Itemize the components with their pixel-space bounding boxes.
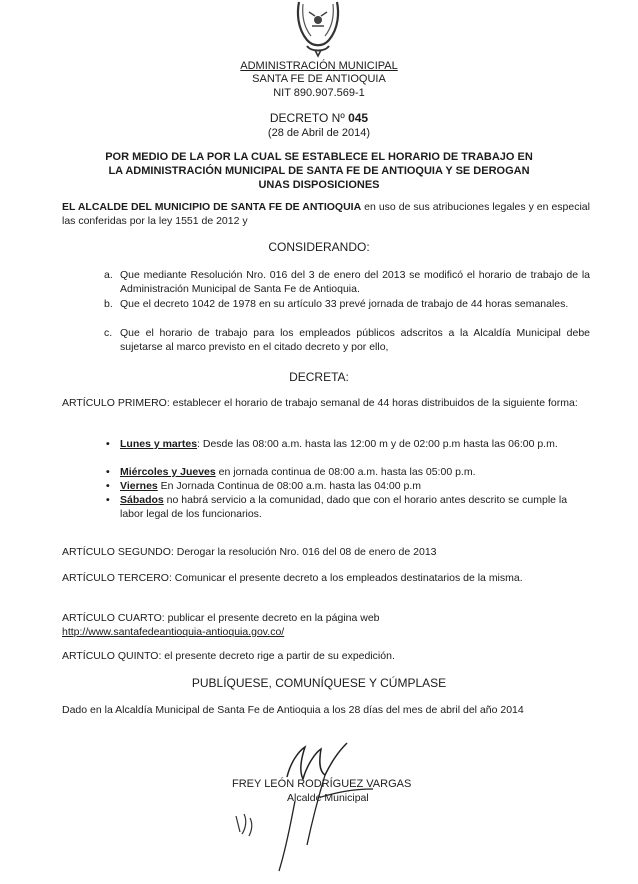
decree-prefix: DECRETO Nº [269,111,349,125]
bullet-icon: • [106,480,110,492]
item-text: Que mediante Resolución Nro. 016 del 3 de enero del 2013 se modificó el horario de trabajo de la Administración Municipal de Santa Fe de Antioquia. [120,269,590,295]
schedule-day: Miércoles y Jueves [120,466,216,478]
nit: NIT 890.907.569-1 [273,87,365,99]
schedule-item [106,479,590,493]
handwritten-initials-icon [230,810,260,838]
considerando-item [104,268,590,296]
decree-subject [0,150,638,192]
considerando-item [104,297,590,311]
schedule-day: Viernes [120,480,158,492]
decree-date: (28 de Abril de 2014) [267,127,371,139]
considerando-heading: CONSIDERANDO: [268,240,370,254]
decreta-heading: DECRETA: [289,370,349,384]
subject-line-1: POR MEDIO DE LA POR LA CUAL SE ESTABLECE EL HORARIO DE TRABAJO EN [105,151,533,163]
schedule-item [106,437,590,451]
bullet-icon: • [106,438,110,450]
schedule-text: : Desde las 08:00 a.m. hasta las 12:00 m y de 02:00 p.m hasta las 06:00 p.m. [197,438,558,450]
schedule-text: En Jornada Continua de 08:00 a.m. hasta las 04:00 p.m [157,480,422,492]
signer-name: FREY LEÓN RODRÍGUEZ VARGAS [232,778,412,790]
item-marker: b. [104,298,113,310]
intro-rest: en uso de sus atribuciones legales y en especial las conferidas por la ley 1551 de 2012 y [62,201,590,227]
decree-title [0,111,638,126]
article-5-text: : el presente decreto rige a partir de su expedición. [158,650,395,662]
schedule-day: Lunes y martes [120,438,198,450]
handwritten-signature-icon [255,735,400,875]
website-link[interactable]: http://www.santafedeantioquia-antioquia.gov.co/ [62,626,285,638]
coat-of-arms-icon [285,0,351,58]
schedule-day: Sábados [120,494,164,506]
bullet-icon: • [106,494,110,506]
decree-number: 045 [348,111,369,125]
article-2 [62,545,590,559]
item-text: Que el decreto 1042 de 1978 en su artículo 33 prevé jornada de trabajo de 44 horas semanales. [120,298,569,310]
article-4 [62,611,590,625]
considerando-item [104,326,590,354]
schedule-text: no habrá servicio a la comunidad, dado que con el horario antes descrito se cumple la labor legal de los funcionarios. [120,494,568,520]
article-2-text: : Derogar la resolución Nro. 016 del 08 de enero de 2013 [170,546,437,558]
bullet-icon: • [106,466,110,478]
article-4-text: : publicar el presente decreto en la página web [161,612,380,624]
publiquese-heading: PUBLÍQUESE, COMUNÍQUESE Y CÚMPLASE [191,676,447,690]
item-text: Que el horario de trabajo para los empleados públicos adscritos a la Alcaldía Municipal debe sujetarse al marco previsto en el citado decreto y por ello, [120,327,590,353]
intro-paragraph [62,200,590,228]
schedule-item [106,493,590,521]
city-name: SANTA FE DE ANTIOQUIA [252,73,386,85]
item-marker: a. [104,269,113,281]
schedule-item [106,465,590,479]
article-5-label: ARTÍCULO QUINTO [62,650,159,662]
org-name: ADMINISTRACIÓN MUNICIPAL [240,60,398,72]
article-1-text: : establecer el horario de trabajo semanal de 44 horas distribuidos de la siguiente forma: [166,397,578,409]
dado-paragraph: Dado en la Alcaldía Municipal de Santa Fe de Antioquia a los 28 días del mes de abril del año 2014 [62,704,524,716]
intro-bold: EL ALCALDE DEL MUNICIPIO DE SANTA FE DE ANTIOQUIA [62,201,362,213]
subject-line-3: UNAS DISPOSICIONES [258,179,380,191]
article-1 [62,396,590,410]
article-3 [62,571,590,585]
subject-line-2: LA ADMINISTRACIÓN MUNICIPAL DE SANTA FE DE ANTIOQUIA Y SE DEROGAN [108,165,530,177]
schedule-text: en jornada continua de 08:00 a.m. hasta las 05:00 p.m. [215,466,476,478]
article-4-label: ARTÍCULO CUARTO [62,612,162,624]
article-5 [62,649,590,663]
article-3-label: ARTÍCULO TERCERO [62,572,169,584]
item-marker: c. [104,327,113,339]
article-3-text: : Comunicar el presente decreto a los empleados destinatarios de la misma. [168,572,523,584]
signer-title: Alcalde Municipal [287,792,369,804]
article-1-label: ARTÍCULO PRIMERO [62,397,167,409]
article-2-label: ARTÍCULO SEGUNDO [62,546,171,558]
